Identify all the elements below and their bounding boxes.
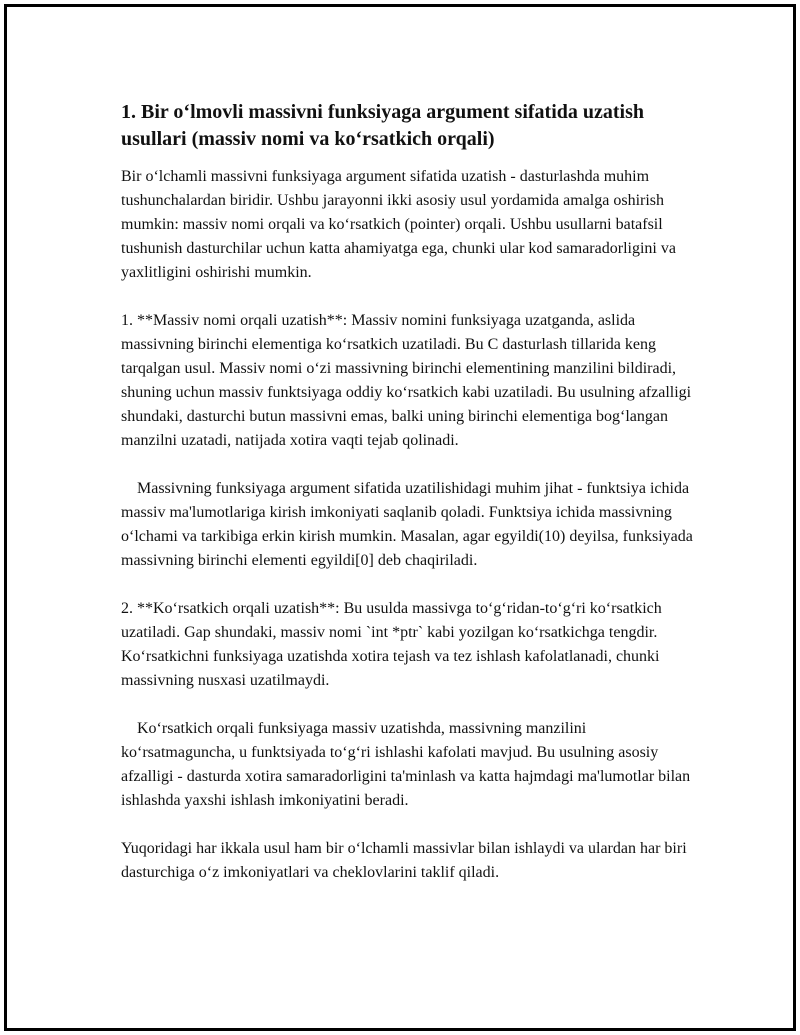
document-body: [121, 99, 701, 909]
document-title: 1. Bir o‘lmovli massivni funksiyaga argument sifatida uzatish usullari (massiv nomi va ko‘rsatkich orqali): [121, 101, 645, 150]
paragraph-conclusion: Yuqoridagi har ikkala usul ham bir o‘lchamli massivlar bilan ishlaydi va ulardan har biri dasturchiga o‘z imkoniyatlari va cheklovlarini taklif qiladi.: [121, 840, 691, 881]
paragraph-method-2: 2. **Ko‘rsatkich orqali uzatish**: Bu usulda massivga to‘g‘ridan-to‘g‘ri ko‘rsatkich uzatiladi. Gap shundaki, massiv nomi `int *ptr` kabi yozilgan ko‘rsatkichga tengdir. Ko‘rsatkichni funksiyaga uzatishda xotira tejash va tez ishlash kafolatlanadi, chunki massivning nusxasi uzatilmaydi.: [121, 600, 666, 689]
paragraph-intro: Bir o‘lchamli massivni funksiyaga argument sifatida uzatish - dasturlashda muhim tushunchalardan biridir. Ushbu jarayonni ikki asosiy usul yordamida amalga oshirish mumkin: massiv nomi orqali va ko‘rsatkich (pointer) orqali. Ushbu usullarni batafsil tushunish dasturchilar uchun katta ahamiyatga ega, chunki ular kod samaradorligini va yaxlitligini oshirishi mumkin.: [121, 168, 680, 281]
paragraph-method-1-detail: Massivning funksiyaga argument sifatida uzatilishidagi muhim jihat - funktsiya ichida massiv ma'lumotlariga kirish imkoniyati saqlanib qoladi. Funktsiya ichida massivning o‘lchami va tarkibiga erkin kirish mumkin. Masalan, agar egyildi(10) deyilsa, funksiyada massivning birinchi elementi egyildi[0] deb chaqiriladi.: [121, 480, 697, 569]
paragraph-method-1: 1. **Massiv nomi orqali uzatish**: Massiv nomini funksiyaga uzatganda, aslida massivning birinchi elementiga ko‘rsatkich uzatiladi. Bu C dasturlash tillarida keng tarqalgan usul. Massiv nomi o‘zi massivning birinchi elementining manzilini bildiradi, shuning uchun massiv funktsiyaga oddiy ko‘rsatkich kabi uzatiladi. Bu usulning afzalligi shundaki, dasturchi butun massivni emas, balki uning birinchi elementiga bog‘langan manzilni uzatadi, natijada xotira vaqti tejab qolinadi.: [121, 312, 696, 449]
page-frame: [4, 4, 796, 1031]
paragraph-method-2-detail: Ko‘rsatkich orqali funksiyaga massiv uzatishda, massivning manzilini ko‘rsatmaguncha, u funktsiyada to‘g‘ri ishlashi kafolati mavjud. Bu usulning asosiy afzalligi - dasturda xotira samaradorligini ta'minlash va katta hajmdagi ma'lumotlar bilan ishlashda yaxshi ishlash imkoniyatini beradi.: [121, 720, 695, 809]
